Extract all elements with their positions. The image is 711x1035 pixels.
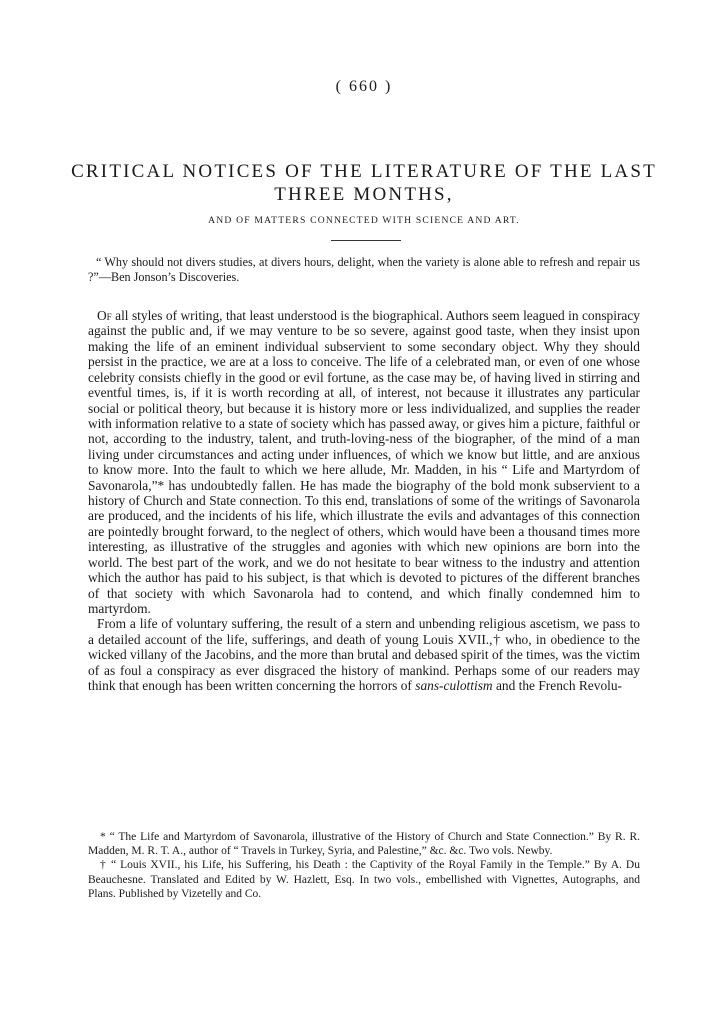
footnote-1: * “ The Life and Martyrdom of Savonarola, illustrative of the History of Church and State Connection.” By R. R. Madden, M. R. T. A., author of “ Travels in Turkey, Syria, and Palestine,” &c. &c. Two vols. Newby.: [88, 831, 640, 858]
paragraph-1: [88, 308, 640, 616]
page-number: ( 660 ): [335, 78, 393, 95]
title-line-2: THREE MONTHS,: [274, 184, 454, 205]
title-divider: [331, 240, 401, 241]
epigraph: “ Why should not divers studies, at divers hours, delight, when the variety is alone able to refresh and repair us ?”—Ben Jonson’s Discoveries.: [88, 255, 640, 284]
paragraph-2: [88, 616, 640, 693]
footnote-2: † “ Louis XVII., his Life, his Suffering, his Death : the Captivity of the Royal Family in the Temple.” By A. Du Beauchesne. Translated and Edited by W. Hazlett, Esq. In two vols., embellished with Vignettes, Autographs, and Plans. Published by Vizetelly and Co.: [88, 859, 640, 900]
article-body: [88, 308, 640, 694]
title-line-1: CRITICAL NOTICES OF THE LITERATURE OF THE LAST: [71, 161, 657, 182]
article-title: [30, 160, 698, 206]
paragraph-2-text: From a life of voluntary suffering, the result of a stern and unbending religious ascetism, we pass to a detailed account of the life, sufferings, and death of young Louis XVII.,† who, in obedience to the wicked villany of the Jacobins, and the more than brutal and debased spirit of the times, was the victim of as foul a conspiracy as ever disgraced the history of mankind. Perhaps some of our readers may think that enough has been written concerning the horrors of: [88, 616, 640, 694]
paragraph-initial: Of: [97, 308, 112, 323]
paragraph-2-end: and the French Revolu-: [492, 678, 623, 694]
paragraph-2-italic: sans-culottism: [415, 678, 493, 694]
article-subtitle: AND OF MATTERS CONNECTED WITH SCIENCE AND ART.: [208, 215, 520, 226]
paragraph-1-text: all styles of writing, that least understood is the biographical. Authors seem leagued in conspiracy against the public and, if we may venture to be so severe, against good taste, when they insist upon making the life of an eminent individual subservient to some secondary object. Why they should persist in the practice, we are at a loss to conceive. The life of a celebrated man, or even of one whose celebrity consists chiefly in the good or evil fortune, as the case may be, of having lived in stirring and eventful times, is, if it is worth recording at all, of interest, not because it illustrates any particular social or political theory, but because it is history more or less individualized, and supplies the reader with information relative to a state of society which has passed away, or gives him a picture, faithful or not, according to the industry, talent, and truth-loving-ness of the biographer, of the mind of a man living under circumstances and acting under influences, of which we know but little, and are anxious to know more. Into the fault to which we here allude, Mr. Madden, in his “ Life and Martyrdom of Savonarola,”* has undoubtedly fallen. He has made the biography of the bold monk subservient to a history of Church and State connection. To this end, translations of some of the writings of Savonarola are produced, and the incidents of his life, which illustrate the evils and advantages of this connection are pointedly brought forward, to the neglect of others, which would have been a thousand times more interesting, as illustrative of the struggles and agonies with which new opinions are born into the world. The best part of the work, and we do not hesitate to bear witness to the industry and attention which the author has paid to his subject, is that which is devoted to pictures of the different branches of that society with which Savonarola had to contend, and which finally condemned him to martyrdom.: [88, 308, 640, 617]
footnotes: [88, 830, 640, 901]
